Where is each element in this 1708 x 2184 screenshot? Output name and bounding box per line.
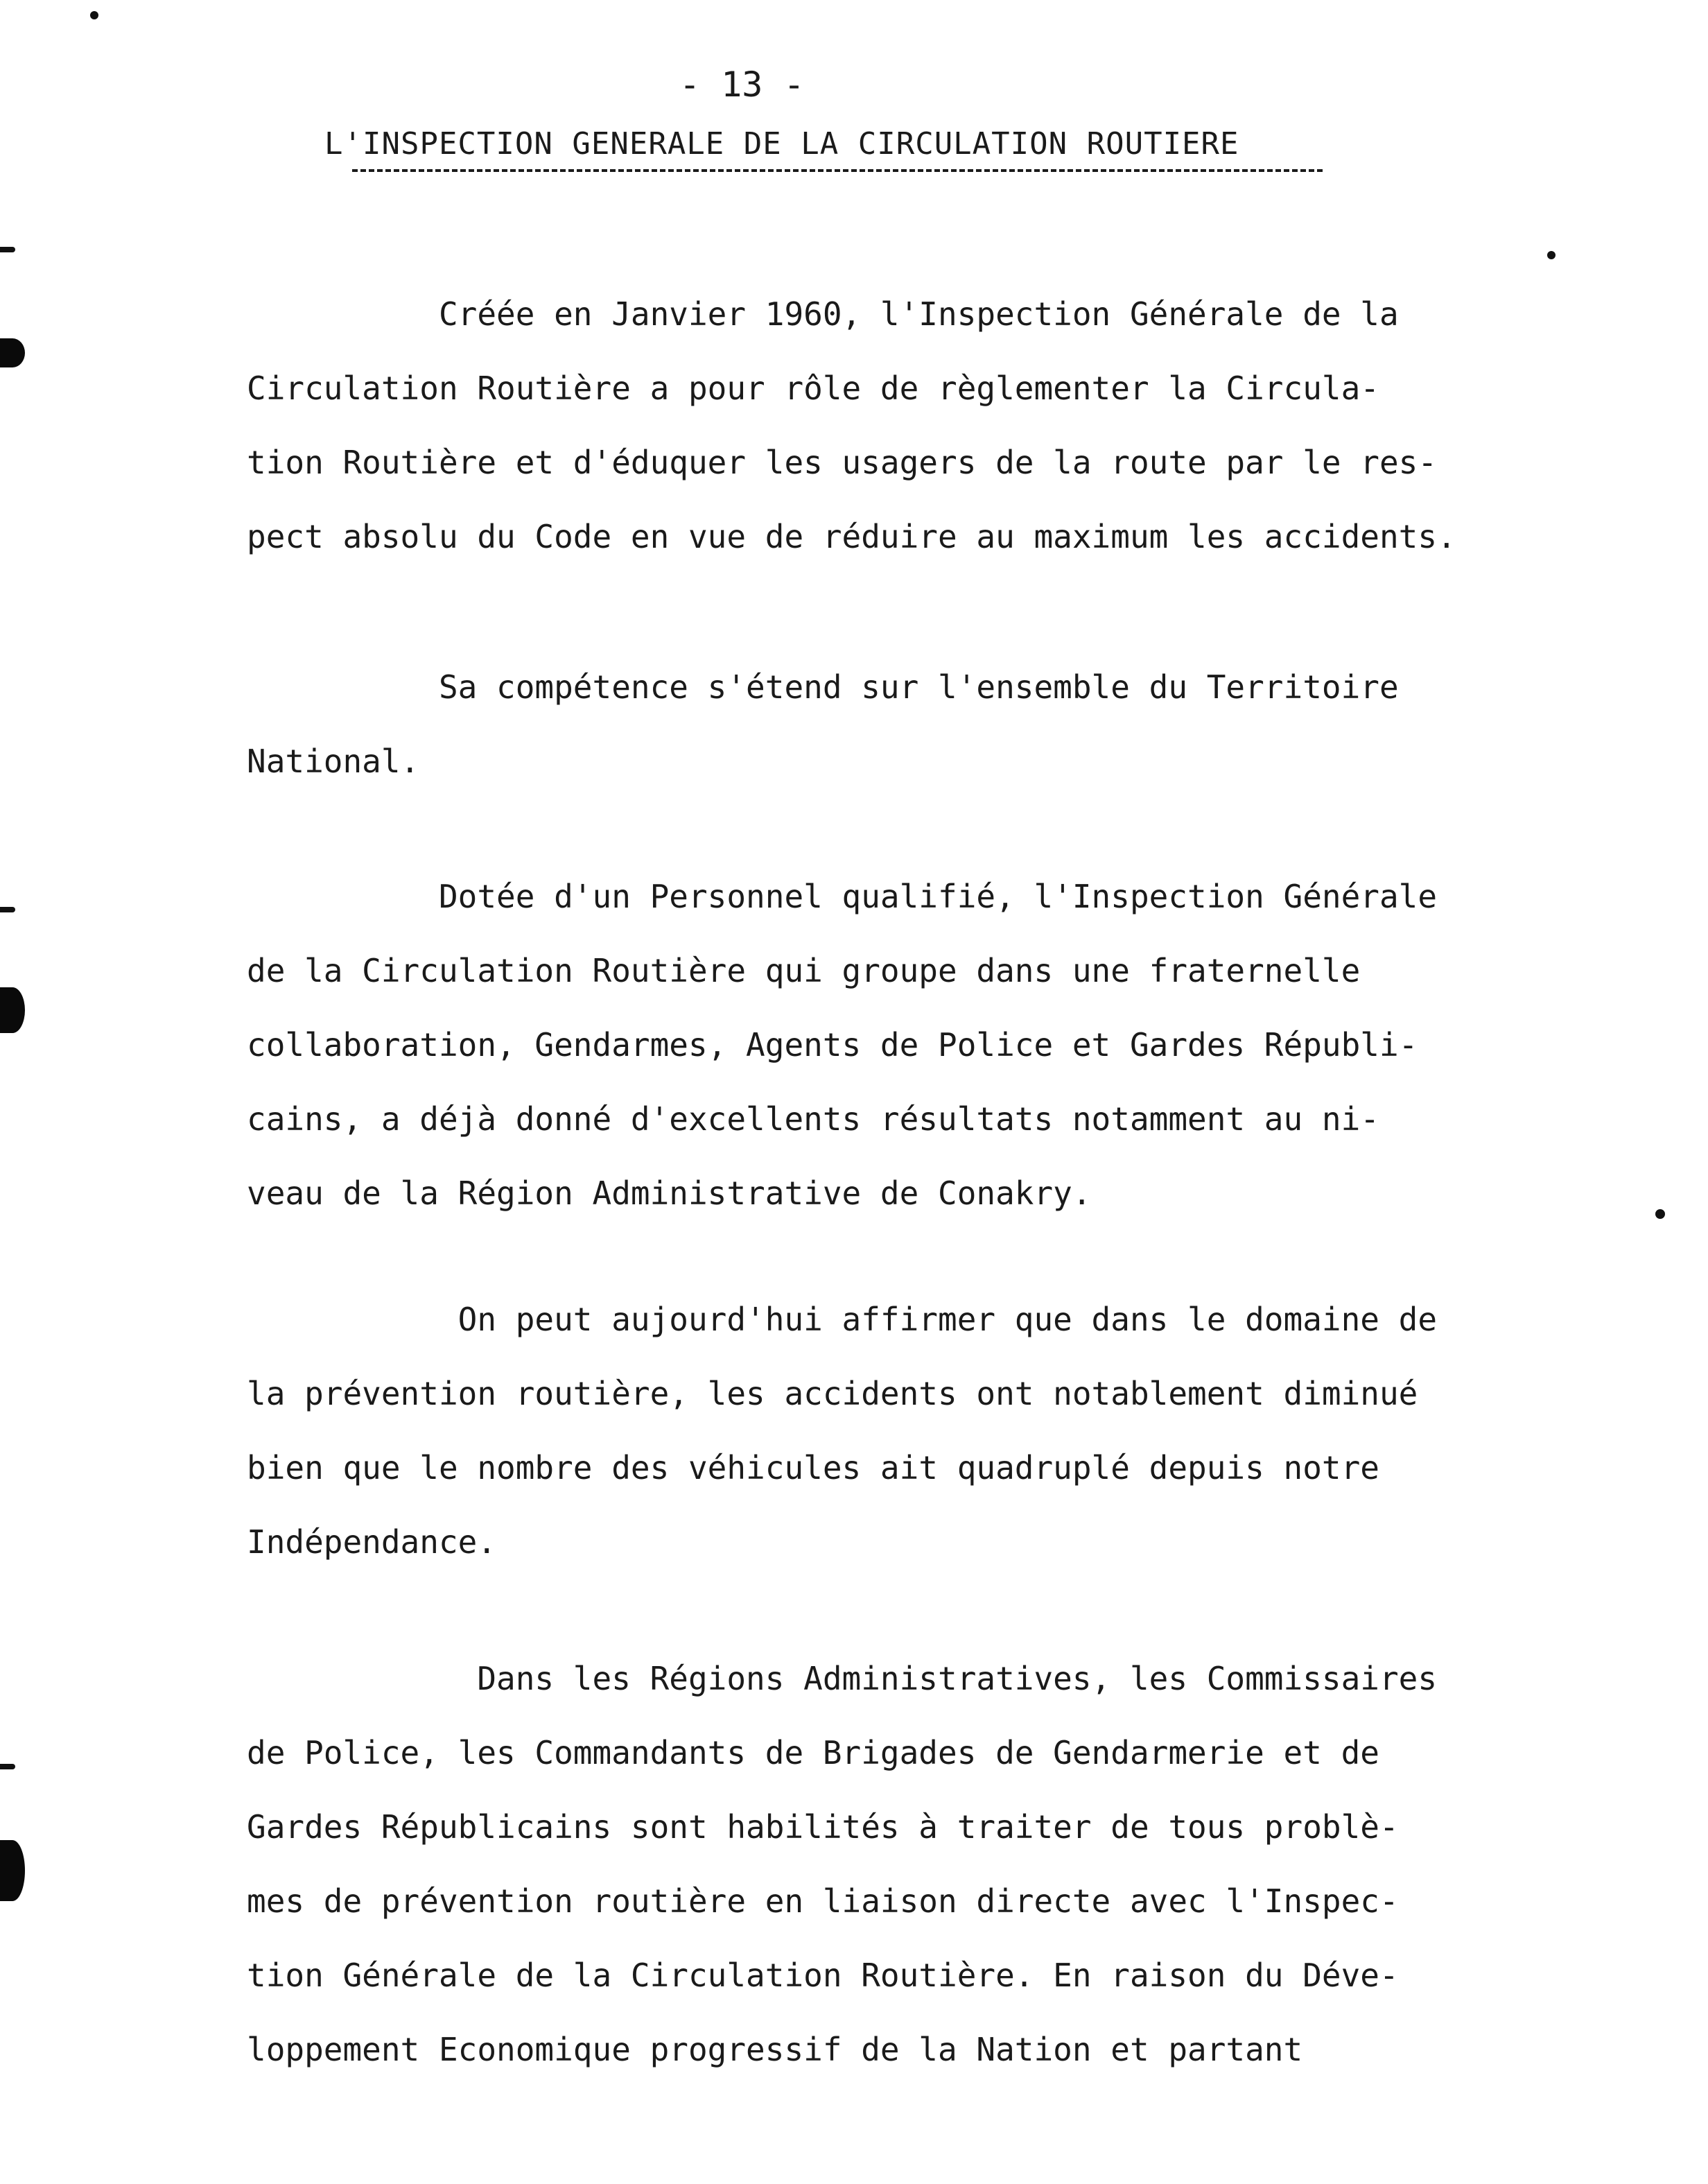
paragraph-personnel: Dotée d'un Personnel qualifié, l'Inspection Générale de la Circulation Routière qui groupe dans une fraternelle collaboration, Gendarmes, Agents de Police et Gardes Républi- cains, a déjà donné d'excellents résultats notamment au ni- veau de la Région Administrative de Conakry. [247,878,1438,1212]
punch-hole-mark [0,1840,25,1901]
punch-hole-mark [0,987,25,1033]
page-number: - 13 - [679,64,805,105]
margin-mark [0,1764,15,1769]
paragraph-prevention: On peut aujourd'hui affirmer que dans le domaine de la prévention routière, les accidents ont notablement diminué bien que le nombre des véhicules ait quadruplé depuis notre Indépendance. [247,1301,1438,1561]
ink-speck [1547,251,1556,259]
paragraph-creation: Créée en Janvier 1960, l'Inspection Générale de la Circulation Routière a pour rôle de règlementer la Circula- tion Routière et d'éduquer les usagers de la route par le res- pect absolu du Code en vue de réduire au maximum les accidents. [247,295,1456,555]
paragraph-regions: Dans les Régions Administratives, les Commissaires de Police, les Commandants de Brigades de Gendarmerie et de Gardes Républicains sont habilités à traiter de tous problè- mes de prévention routière en liaison directe avec l'Inspec- tion Générale de la Circulation Routière. En raison du Déve- loppement Economique progressif de la Nation et partant [247,1660,1438,2068]
margin-mark [0,247,15,252]
punch-hole-mark [0,338,25,367]
ink-speck [1655,1209,1665,1219]
heading-underline [352,169,1323,172]
ink-speck [90,11,98,19]
margin-mark [0,907,15,912]
paragraph-competence: Sa compétence s'étend sur l'ensemble du Territoire National. [247,668,1399,780]
section-heading: L'INSPECTION GENERALE DE LA CIRCULATION ROUTIERE [324,126,1239,162]
